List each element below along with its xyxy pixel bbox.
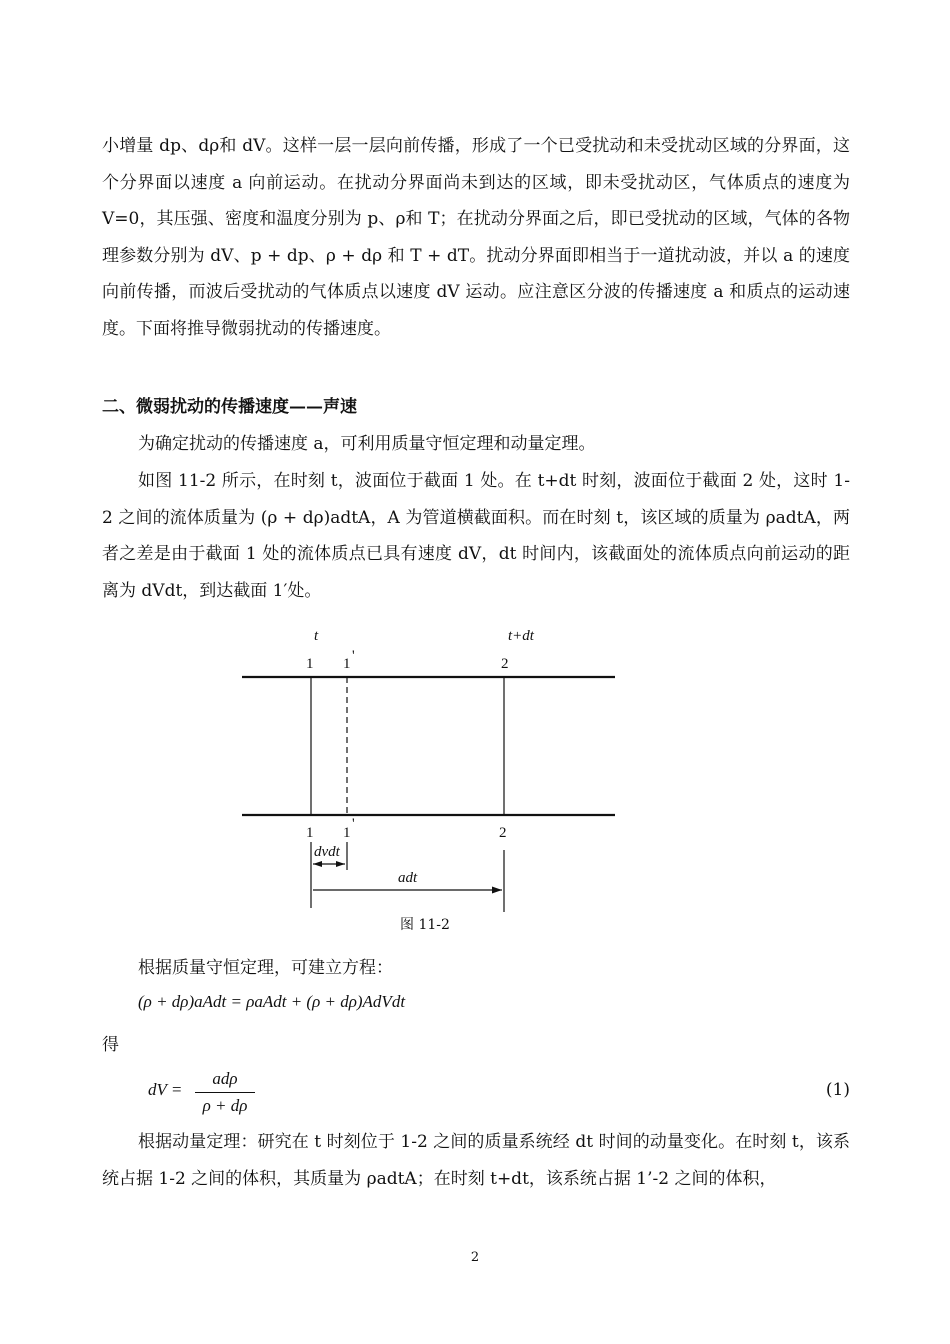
arrowhead-dvdt-left	[313, 861, 322, 867]
paragraph-intro: 小增量 dp、dρ和 dV。这样一层一层向前传播，形成了一个已受扰动和未受扰动区域的分界面，这个分界面以速度 a 向前运动。在扰动分界面尚未到达的区域，即未受扰动区，气体质点的速度为 V=0，其压强、密度和温度分别为 p、ρ和 T；在扰动分界面之后，即已受扰动的区域，气体的各物理参数分别为 dV、p + dp、ρ + dρ 和 T + dT。扰动分界面即相当于一道扰动波，并以 a 的速度向前传播，而波后受扰动的气体质点以速度 dV 运动。应注意区分波的传播速度 a 和质点的运动速度。下面将推导微弱扰动的传播速度。	[102, 136, 850, 339]
label-t-plus-dt: t+dt	[508, 628, 534, 644]
fraction-bar	[195, 1092, 255, 1093]
section-1prime-bottom-label: 1	[343, 825, 351, 841]
paragraph-purpose: 为确定扰动的传播速度 a，可利用质量守恒定理和动量定理。	[138, 434, 596, 454]
pipe-diagram	[230, 620, 630, 920]
equation-mass-conservation: (ρ + dρ)aAdt = ρaAdt + (ρ + dρ)AdVdt	[138, 992, 406, 1011]
equation-dv-fraction	[195, 1068, 255, 1117]
equation-dv-lhs: dV =	[148, 1080, 183, 1099]
section-heading: 二、微弱扰动的传播速度——声速	[102, 397, 357, 417]
page-number: 2	[470, 1250, 480, 1265]
arrowhead-dvdt-right	[336, 861, 345, 867]
section-1prime-top-label: 1	[343, 656, 351, 672]
arrowhead-adt-right	[492, 887, 502, 894]
word-de: 得	[102, 1035, 119, 1055]
paragraph-momentum: 根据动量定理：研究在 t 时刻位于 1-2 之间的质量系统经 dt 时间的动量变化。在时刻 t，该系统占据 1-2 之间的体积，其质量为 ρadtA；在时刻 t+dt，该系统占据 1’-2 之间的体积，	[102, 1132, 850, 1189]
figure-caption: 图 11-2	[400, 917, 450, 933]
fraction-numerator: adρ	[212, 1069, 238, 1088]
label-t: t	[314, 628, 319, 644]
fraction-denominator: ρ + dρ	[202, 1096, 248, 1115]
prime-mark-top: '	[352, 648, 355, 664]
dimension-label-dvdt: dvdt	[314, 844, 340, 860]
section-2-bottom-label: 2	[499, 825, 507, 841]
section-2-top-label: 2	[501, 656, 509, 672]
equation-number: (1)	[825, 1080, 850, 1100]
paragraph-figure-description: 如图 11-2 所示，在时刻 t，波面位于截面 1 处。在 t+dt 时刻，波面位于截面 2 处，这时 1-2 之间的流体质量为 (ρ + dρ)adtA，A 为管道横截面积。而在时刻 t，该区域的质量为 ρadtA，两者之差是由于截面 1 处的流体质点已具有速度 dV，dt 时间内，该截面处的流体质点向前运动的距离为 dVdt，到达截面 1′处。	[102, 471, 851, 601]
prime-mark-bottom: '	[352, 816, 355, 832]
dimension-label-adt: adt	[398, 870, 418, 886]
paragraph-mass-conservation: 根据质量守恒定理，可建立方程：	[138, 958, 393, 978]
section-1-bottom-label: 1	[306, 825, 314, 841]
section-1-top-label: 1	[306, 656, 314, 672]
